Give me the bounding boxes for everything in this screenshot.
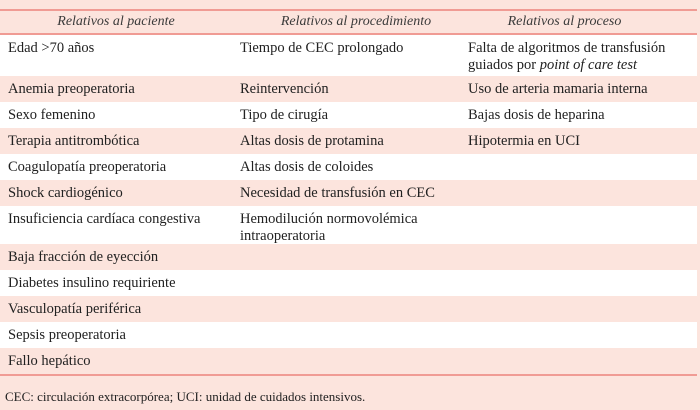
table-cell: Diabetes insulino requiriente bbox=[8, 275, 176, 291]
table-cell bbox=[232, 322, 460, 348]
table-cell: Bajas dosis de heparina bbox=[468, 107, 605, 123]
table-cell bbox=[460, 206, 697, 244]
table-row bbox=[0, 206, 697, 244]
table-row bbox=[0, 128, 697, 154]
table-row bbox=[0, 322, 697, 348]
table-cell: Coagulopatía preoperatoria bbox=[8, 159, 167, 175]
table-cell: Altas dosis de protamina bbox=[240, 133, 384, 149]
column-header-proceso: Relativos al proceso bbox=[507, 14, 622, 29]
cell-text: Falta de algoritmos de transfusión guiados por bbox=[468, 40, 666, 73]
table-cell bbox=[460, 322, 697, 348]
table-cell: Hemodilución normovolémica intraoperatoria bbox=[240, 211, 418, 244]
table-cell bbox=[460, 35, 697, 76]
table-row bbox=[0, 270, 697, 296]
table-row bbox=[0, 348, 697, 374]
table-cell: Sepsis preoperatoria bbox=[8, 327, 126, 343]
table-cell: Reintervención bbox=[240, 81, 329, 97]
cell-text-italic: point of care test bbox=[539, 56, 638, 73]
table-cell: Altas dosis de coloides bbox=[240, 159, 374, 175]
table-cell bbox=[460, 270, 697, 296]
table-cell bbox=[460, 154, 697, 180]
table-cell: Shock cardiogénico bbox=[8, 185, 123, 201]
table-row bbox=[0, 244, 697, 270]
table-cell: Vasculopatía periférica bbox=[8, 301, 142, 317]
column-header-paciente: Relativos al paciente bbox=[57, 14, 175, 29]
table-cell: Tiempo de CEC prolongado bbox=[240, 40, 404, 56]
table-cell bbox=[460, 296, 697, 322]
table-cell: Edad >70 años bbox=[8, 40, 95, 56]
table-footnote: CEC: circulación extracorpórea; UCI: unidad de cuidados intensivos. bbox=[5, 388, 366, 404]
table-cell: Tipo de cirugía bbox=[240, 107, 329, 123]
table-cell: Fallo hepático bbox=[8, 353, 91, 369]
table-cell bbox=[232, 296, 460, 322]
table-row bbox=[0, 154, 697, 180]
table-cell bbox=[460, 348, 697, 374]
top-margin bbox=[0, 0, 697, 9]
table-cell bbox=[460, 244, 697, 270]
table-row bbox=[0, 180, 697, 206]
table-header-row bbox=[0, 11, 697, 33]
table-cell: Necesidad de transfusión en CEC bbox=[240, 185, 435, 201]
table-cell bbox=[232, 348, 460, 374]
table-cell: Anemia preoperatoria bbox=[8, 81, 135, 97]
table-cell bbox=[460, 180, 697, 206]
column-header-procedimiento: Relativos al procedimiento bbox=[280, 14, 432, 29]
table-cell: Uso de arteria mamaria interna bbox=[468, 81, 648, 97]
table-cell: Hipotermia en UCI bbox=[468, 133, 580, 149]
table-cell: Terapia antitrombótica bbox=[8, 133, 140, 149]
table-row bbox=[0, 102, 697, 128]
table-cell: Baja fracción de eyección bbox=[8, 249, 159, 265]
table-row bbox=[0, 35, 697, 76]
table-cell: Insuficiencia cardíaca congestiva bbox=[8, 211, 201, 227]
table-cell bbox=[232, 244, 460, 270]
table-cell: Sexo femenino bbox=[8, 107, 96, 123]
table-row bbox=[0, 76, 697, 102]
table-row bbox=[0, 296, 697, 322]
table-cell bbox=[232, 270, 460, 296]
